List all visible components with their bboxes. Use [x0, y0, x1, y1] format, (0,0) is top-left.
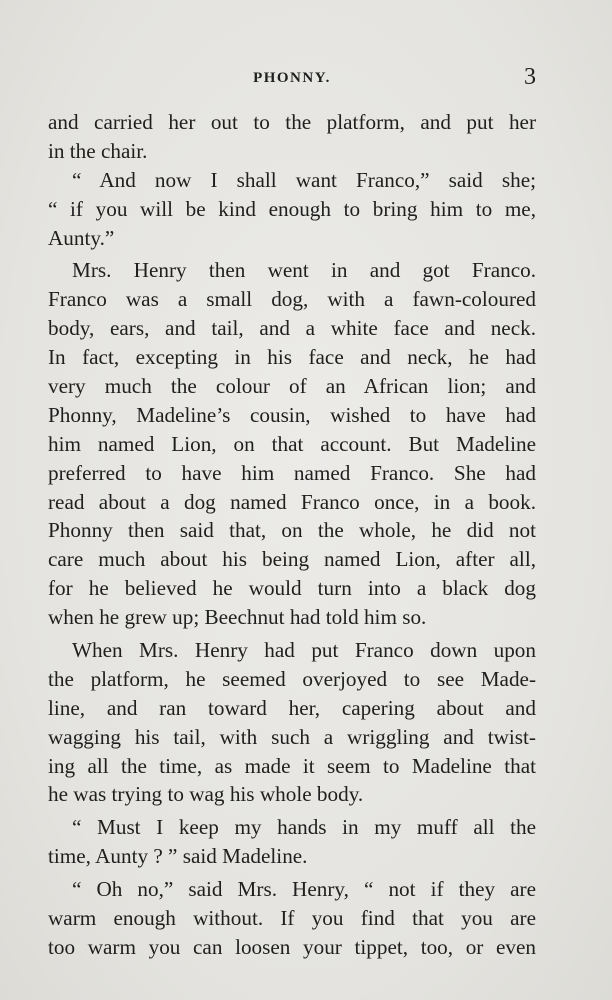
text-line: read about a dog named Franco once, in a book.	[48, 489, 536, 514]
text-line: very much the colour of an African lion; and	[48, 374, 536, 399]
page-header	[48, 66, 536, 90]
text-line: the platform, he seemed overjoyed to see Made-	[48, 666, 536, 691]
text-line: care much about his being named Lion, after all,	[48, 547, 536, 572]
text-line: for he believed he would turn into a black dog	[48, 576, 536, 601]
text-line: and carried her out to the platform, and put her	[48, 110, 536, 134]
text-line: too warm you can loosen your tippet, too, or even	[48, 934, 536, 959]
text-line: in the chair.	[48, 138, 148, 163]
text-line: when he grew up; Beechnut had told him so.	[48, 605, 427, 630]
text-line: time, Aunty ? ” said Madeline.	[48, 844, 308, 869]
text-line: In fact, excepting in his face and neck, he had	[48, 345, 536, 370]
text-line: him named Lion, on that account. But Madeline	[48, 431, 536, 456]
text-line: Phonny, Madeline’s cousin, wished to have had	[48, 402, 536, 427]
text-line: he was trying to wag his whole body.	[48, 782, 364, 807]
text-line: “ And now I shall want Franco,” said she;	[72, 167, 536, 192]
text-line: “ Oh no,” said Mrs. Henry, “ not if they are	[72, 877, 536, 902]
text-line: preferred to have him named Franco. She had	[48, 460, 536, 485]
text-line: Aunty.”	[48, 225, 115, 250]
text-line: Mrs. Henry then went in and got Franco.	[72, 258, 536, 283]
text-line: warm enough without. If you find that you are	[48, 906, 536, 931]
text-line: Franco was a small dog, with a fawn-coloured	[48, 287, 536, 312]
running-title: PHONNY.	[253, 70, 331, 86]
text-line: wagging his tail, with such a wriggling and twist-	[48, 724, 536, 749]
page-number: 3	[524, 64, 536, 90]
body-text	[48, 108, 536, 962]
text-line: “ if you will be kind enough to bring him to me,	[48, 196, 536, 221]
text-line: body, ears, and tail, and a white face and neck.	[48, 316, 536, 341]
text-line: When Mrs. Henry had put Franco down upon	[72, 638, 536, 663]
text-line: line, and ran toward her, capering about and	[48, 695, 536, 720]
text-line: “ Must I keep my hands in my muff all the	[72, 815, 536, 840]
text-line: Phonny then said that, on the whole, he did not	[48, 518, 536, 543]
text-line: ing all the time, as made it seem to Madeline that	[48, 753, 536, 778]
